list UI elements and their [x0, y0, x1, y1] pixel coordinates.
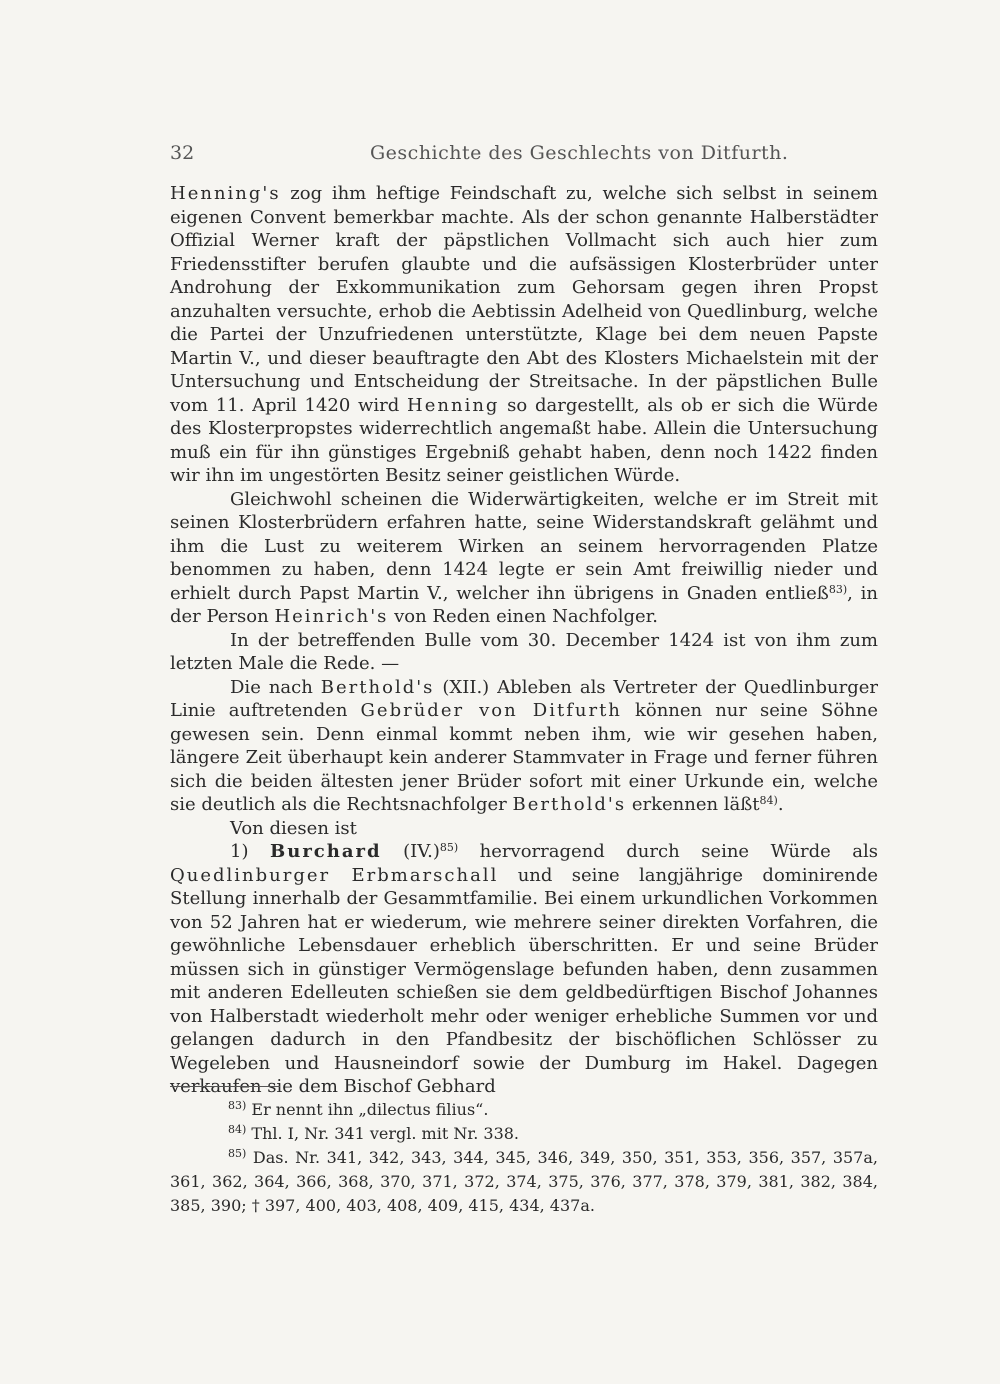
text-run: hervorragend durch seine Würde als [458, 841, 878, 862]
footnote-ref-84: 84) [759, 794, 778, 807]
footnote-text: Er nennt ihn „dilectus filius“. [251, 1100, 489, 1119]
text-run: und seine langjährige dominirende Stellung innerhalb der Gesammtfamilie. Bei einem urkundlichen Vorkommen von 52 Jahren hat er wiederum, wie mehrere seiner direkten Vorfahren, die gewöhnliche Lebensdauer erheblich überschritten. Er und seine Brüder müssen sich in günstiger Vermögenslage befunden haben, denn zusammen mit anderen Edelleuten schießen sie dem geldbedürftigen Bischof Johannes von Halberstadt wiederholt mehr oder weniger erhebliche Summen vor und gelangen dadurch in den Pfandbesitz der bischöflichen Schlösser zu Wegeleben und Hausneindorf sowie der Dumburg im Hakel. Dagegen verkaufen sie dem Bischof Gebhard [170, 864, 878, 1097]
entry-roman: (IV.) [403, 841, 440, 862]
text-run: zog ihm heftige Feindschaft zu, welche sich selbst in seinem eigenen Convent bemerkbar machte. Als der schon genannte Halberstädter Offizial Werner kraft der päpstlichen Vollmacht sich auch hier zum Friedensstifter berufen glaubte und die aufsässigen Klosterbrüder unter Androhung der Exkommunikation zum Gehorsam gegen ihren Propst anzuhalten versuchte, erhob die Aebtissin Adelheid von Quedlinburg, welche die Partei der Unzufriedenen unterstützte, Klage bei dem neuen Papste Martin V., und dieser beauftragte den Abt des Klosters Michaelstein mit der Untersuchung und Entscheidung der Streitsache. In der päpstlichen Bulle vom 11. April 1420 wird [170, 183, 878, 416]
person-name: Heinrich's [274, 606, 389, 627]
paragraph-2 [170, 488, 878, 629]
entry-number: 1) [230, 841, 249, 862]
text-run: , in der Person [170, 582, 878, 627]
running-title: Geschichte des Geschlechts von Ditfurth. [370, 142, 789, 164]
text-run: (XII.) Ableben als Vertreter der Quedlinburger Linie auftretenden [170, 676, 878, 721]
text-run: so dargestellt, als ob er sich die Würde des Klosterpropstes widerrechtlich angemaßt habe. Allein die Untersuchung muß ein für ihn günstiges Ergebniß gehabt haben, denn noch 1422 finden wir ihn im ungestörten Besitz seiner geistlichen Würde. [170, 394, 878, 486]
title-spaced: Quedlinburger Erbmarschall [170, 864, 499, 886]
body-text [170, 182, 878, 1099]
text-run: . [777, 794, 784, 815]
paragraph-5: Von diesen ist [230, 817, 357, 839]
paragraph-3: In der betreffenden Bulle vom 30. December 1424 ist von ihm zum letzten Male die Rede. — [170, 629, 878, 674]
footnote-84 [170, 1122, 878, 1146]
footnote-mark: 83) [228, 1099, 247, 1112]
text-run: von Reden einen Nachfolger. [388, 606, 659, 627]
person-name: Berthold's [320, 676, 435, 698]
entry-name: Burchard [270, 841, 382, 862]
paragraph-4 [170, 676, 878, 817]
text-run: Gleichwohl scheinen die Widerwärtigkeiten, welche er im Streit mit seinen Klosterbrüdern erfahren hatte, seine Widerstandskraft gelähmt und ihm die Lust zu weiterem Wirken an seinem hervorragenden Platze benommen zu haben, denn 1424 legte er sein Amt freiwillig nieder und erhielt durch Papst Martin V., welcher ihn übrigens in Gnaden entließ [170, 488, 878, 604]
footnotes [170, 1098, 878, 1218]
footnote-divider [170, 1086, 280, 1087]
footnote-text: Thl. I, Nr. 341 vergl. mit Nr. 338. [251, 1124, 520, 1143]
footnote-ref-83: 83) [828, 582, 848, 596]
text-run: Die nach [230, 676, 321, 698]
running-header [170, 142, 870, 172]
footnote-85 [170, 1146, 878, 1218]
text-run: erkennen läßt [626, 794, 760, 815]
footnote-ref-85: 85) [439, 841, 459, 854]
text-run: können nur seine Söhne gewesen sein. Denn einmal kommt neben ihm, wie wir gesehen haben, längere Zeit überhaupt kein anderer Stammvater in Frage und ferner führen sich die beiden ältesten jener Brüder sofort mit einer Urkunde ein, welche sie deutlich als die Rechtsnachfolger [170, 700, 878, 815]
paragraph-1 [170, 182, 878, 488]
person-name: Henning's [170, 183, 281, 204]
family-name: Gebrüder von Ditfurth [360, 700, 622, 721]
footnote-mark: 85) [228, 1147, 247, 1160]
page-number: 32 [170, 142, 195, 164]
footnote-mark: 84) [228, 1123, 247, 1136]
paragraph-6 [170, 840, 878, 1099]
footnote-83 [170, 1098, 878, 1122]
footnote-text: Das. Nr. 341, 342, 343, 344, 345, 346, 349, 350, 351, 353, 356, 357, 357a, 361, 362, 364, 366, 368, 370, 371, 372, 374, 375, 376, 377, 378, 379, 381, 382, 384, 385, 390; † 397, 400, 403, 408, 409, 415, 434, 437a. [170, 1148, 878, 1215]
person-name: Berthold's [512, 794, 627, 815]
person-name: Henning [407, 394, 500, 416]
